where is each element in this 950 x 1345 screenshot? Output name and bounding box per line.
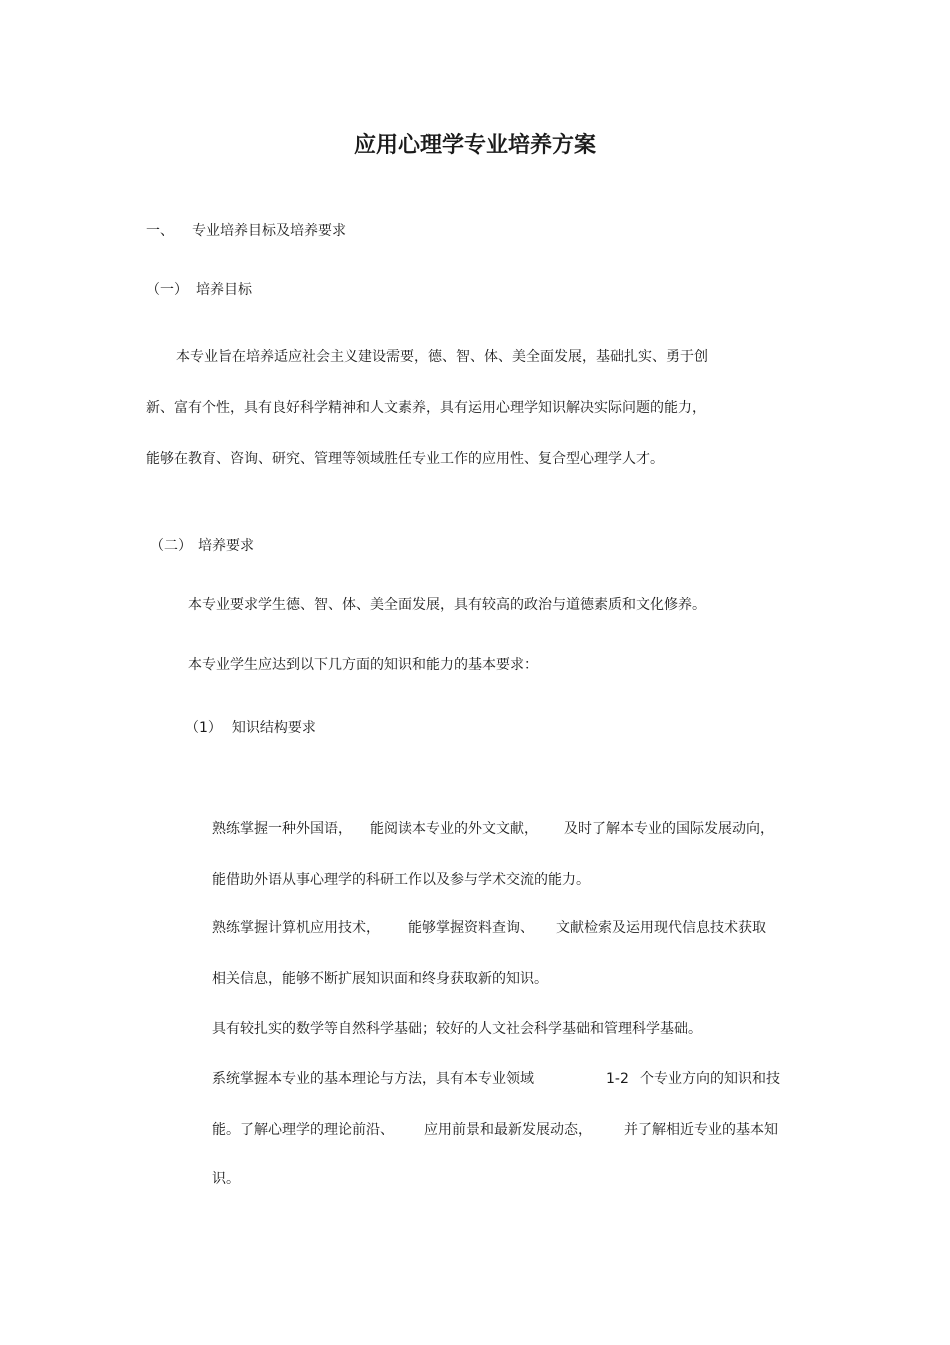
list-line-part: 熟练掌握一种外国语， bbox=[212, 821, 352, 837]
subsection-number: （一） bbox=[146, 282, 188, 298]
subsection-heading bbox=[146, 283, 252, 297]
list-line-part: 1-2 bbox=[606, 1071, 629, 1087]
list-line-part: 能。了解心理学的理论前沿、 bbox=[212, 1122, 394, 1138]
paragraph-line: 本专业学生应达到以下几方面的知识和能力的基本要求： bbox=[188, 657, 538, 673]
list-line-part: 及时了解本专业的国际发展动向， bbox=[564, 821, 774, 837]
list-line-part: 熟练掌握计算机应用技术， bbox=[212, 920, 380, 936]
subsection-heading-text: 培养目标 bbox=[196, 282, 252, 298]
paragraph-line: 新、富有个性，具有良好科学精神和人文素养，具有运用心理学知识解决实际问题的能力， bbox=[146, 400, 706, 416]
list-line: 识。 bbox=[212, 1171, 240, 1187]
item-number: （1） bbox=[185, 720, 222, 736]
item-heading bbox=[185, 721, 316, 735]
list-line: 相关信息，能够不断扩展知识面和终身获取新的知识。 bbox=[212, 971, 548, 987]
subsection-heading bbox=[150, 539, 254, 553]
item-heading-text: 知识结构要求 bbox=[231, 720, 316, 736]
list-line-part: 系统掌握本专业的基本理论与方法，具有本专业领域 bbox=[212, 1071, 534, 1087]
subsection-heading-text: 培养要求 bbox=[198, 538, 254, 554]
list-line-part: 应用前景和最新发展动态， bbox=[424, 1122, 592, 1138]
list-line-part: 并了解相近专业的基本知 bbox=[624, 1122, 778, 1138]
list-line-part: 能阅读本专业的外文文献， bbox=[370, 821, 538, 837]
paragraph-line: 能够在教育、咨询、研究、管理等领域胜任专业工作的应用性、复合型心理学人才。 bbox=[146, 451, 664, 467]
document-title: 应用心理学专业培养方案 bbox=[353, 133, 596, 158]
section-heading-text: 专业培养目标及培养要求 bbox=[192, 223, 346, 239]
list-line: 能借助外语从事心理学的科研工作以及参与学术交流的能力。 bbox=[212, 872, 590, 888]
paragraph-line: 本专业旨在培养适应社会主义建设需要，德、智、体、美全面发展，基础扎实、勇于创 bbox=[176, 349, 708, 365]
section-number: 一、 bbox=[146, 223, 174, 239]
section-heading bbox=[146, 224, 346, 238]
list-line-part: 能够掌握资料查询、 bbox=[408, 920, 534, 936]
list-line-part: 个专业方向的知识和技 bbox=[640, 1071, 780, 1087]
paragraph-line: 本专业要求学生德、智、体、美全面发展，具有较高的政治与道德素质和文化修养。 bbox=[188, 597, 706, 613]
list-line: 具有较扎实的数学等自然科学基础；较好的人文社会科学基础和管理科学基础。 bbox=[212, 1021, 702, 1037]
list-line-part: 文献检索及运用现代信息技术获取 bbox=[556, 920, 766, 936]
subsection-number: （二） bbox=[150, 538, 192, 554]
